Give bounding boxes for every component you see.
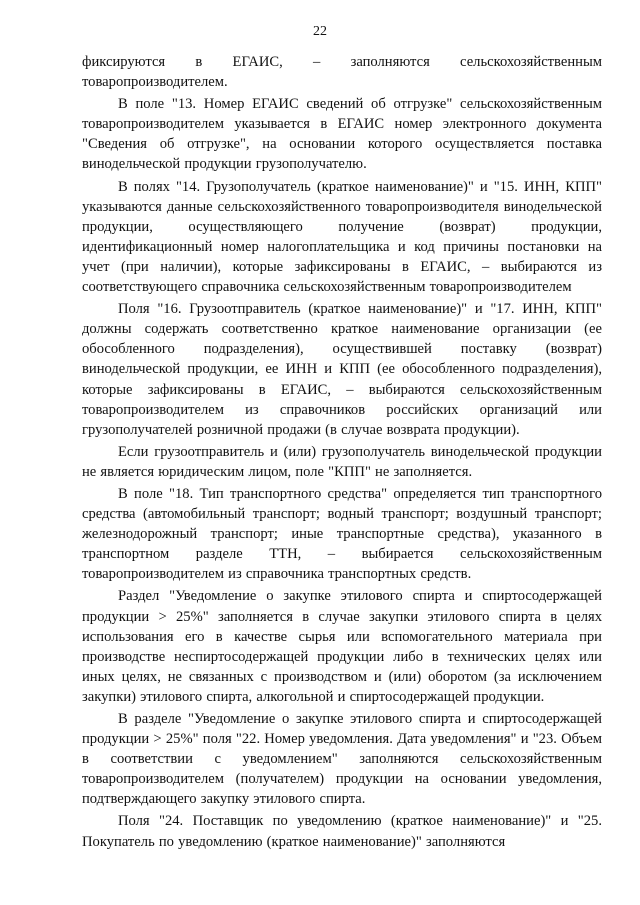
page-number: 22	[313, 24, 327, 39]
paragraph-1: фиксируются в ЕГАИС, – заполняются сельскохозяйственным товаропроизводителем.	[82, 54, 602, 91]
paragraph-7: Раздел "Уведомление о закупке этилового спирта и спиртосодержащей продукции > 25%" заполняется в случае закупки этилового спирта в целях использования его в качестве сырья или вспомогательного материала при производстве неспиртосодержащей продукции либо в технических целях или иных целях, не связанных с производством и (или) оборотом (за исключением закупки) этилового спирта, алкогольной и спиртосодержащей продукции.	[82, 588, 602, 705]
paragraph-4: Поля "16. Грузоотправитель (краткое наименование)" и "17. ИНН, КПП" должны содержать соответственно краткое наименование организации (ее обособленного подразделения), осуществившей поставку (возврат) винодельческой продукции, ее ИНН и КПП (ее обособленного подразделения), которые зафиксированы в ЕГАИС, – выбираются сельскохозяйственным товаропроизводителем из справочников российских организаций или грузополучателей розничной продажи (в случае возврата продукции).	[82, 301, 602, 438]
paragraph-6: В поле "18. Тип транспортного средства" определяется тип транспортного средства (автомобильный транспорт; водный транспорт; воздушный транспорт; железнодорожный транспорт; иные транспортные средства), указанного в транспортном разделе ТТН, – выбирается сельскохозяйственным товаропроизводителем из справочника транспортных средств.	[82, 485, 602, 583]
document-body	[82, 52, 602, 854]
paragraph-3: В полях "14. Грузополучатель (краткое наименование)" и "15. ИНН, КПП" указываются данные сельскохозяйственного товаропроизводителя винодельческой продукции, осуществляющего получение (возврат) продукции, идентификационный номер налогоплательщика и код причины постановки на учет (при наличии), которые зафиксированы в ЕГАИС, – выбираются из соответствующего справочника сельскохозяйственным товаропроизводителем	[82, 178, 602, 296]
paragraph-9: Поля "24. Поставщик по уведомлению (краткое наименование)" и "25. Покупатель по уведомлению (краткое наименование)" заполняются	[82, 813, 602, 850]
paragraph-8: В разделе "Уведомление о закупке этилового спирта и спиртосодержащей продукции > 25%" поля "22. Номер уведомления. Дата уведомления" и "23. Объем в соответствии с уведомлением" заполняются сельскохозяйственным товаропроизводителем (получателем) продукции на основании уведомления, подтверждающего закупку этилового спирта.	[82, 711, 602, 808]
paragraph-2: В поле "13. Номер ЕГАИС сведений об отгрузке" сельскохозяйственным товаропроизводителем указывается в ЕГАИС номер электронного документа "Сведения об отгрузке", на основании которого осуществляется поставка винодельческой продукции грузополучателю.	[82, 96, 602, 173]
paragraph-5: Если грузоотправитель и (или) грузополучатель винодельческой продукции не является юридическим лицом, поле "КПП" не заполняется.	[82, 443, 602, 480]
